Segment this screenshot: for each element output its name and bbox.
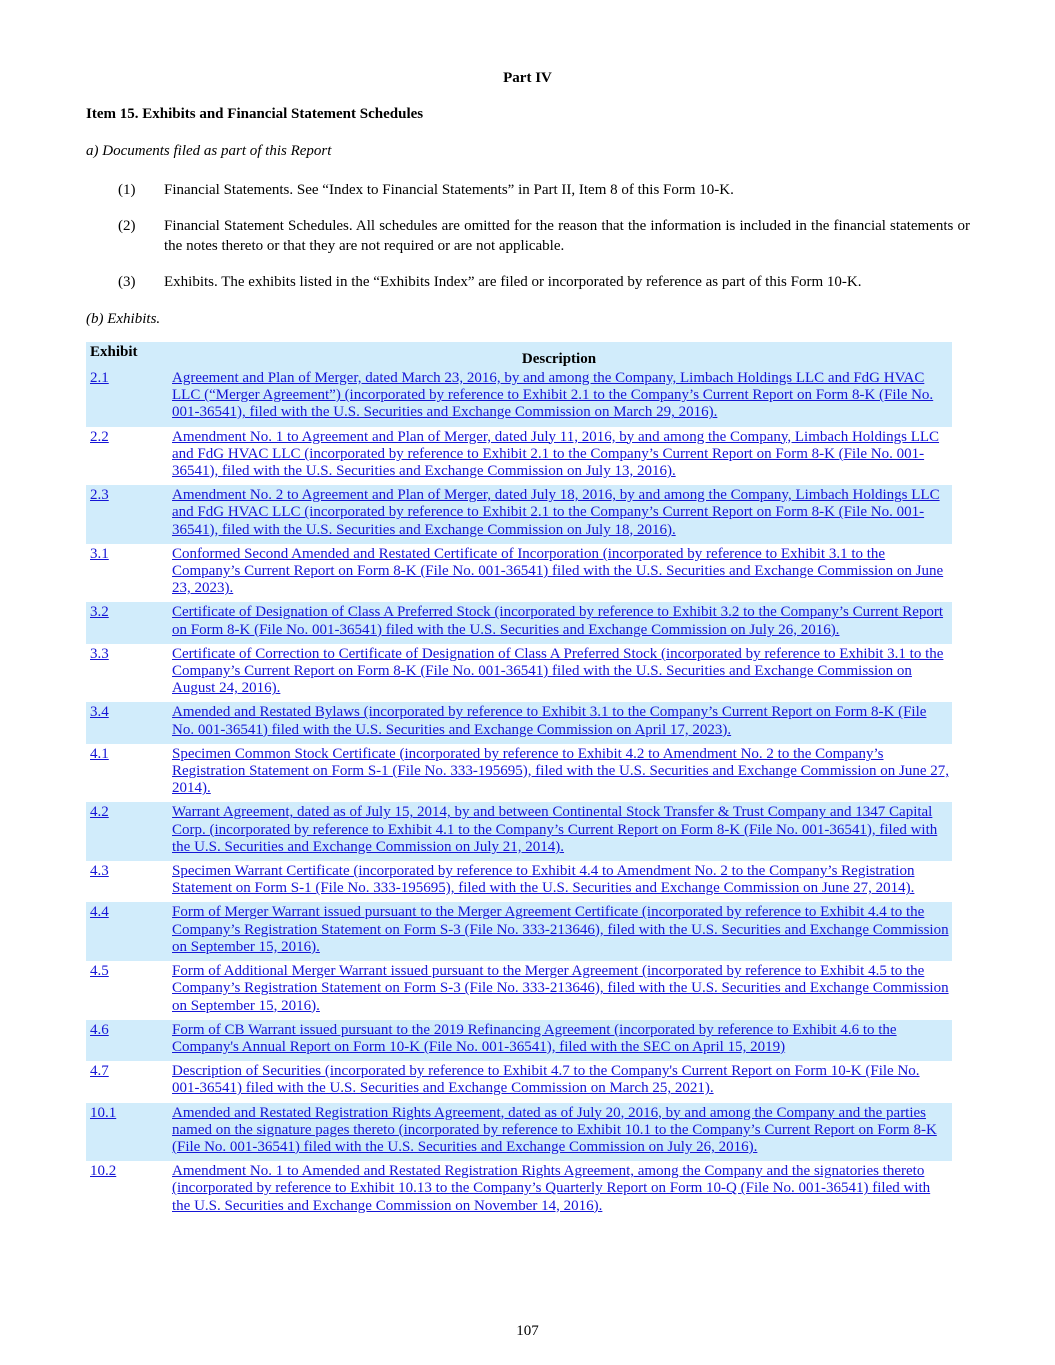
exhibit-description-cell <box>166 368 952 427</box>
exhibit-column-header: Exhibit <box>86 342 166 368</box>
exhibits-heading: (b) Exhibits. <box>86 311 161 327</box>
exhibit-description-cell <box>166 702 952 743</box>
exhibit-description-link[interactable]: Specimen Common Stock Certificate (incorporated by reference to Exhibit 4.2 to Amendment No. 2 to the Company’s Registration Statement on Form S-1 (File No. 333-195695), filed with the U.S. Securities and Exchange Commission on June 27, 2014). <box>172 745 949 797</box>
exhibit-description-cell <box>166 602 952 643</box>
exhibit-description-link[interactable]: Form of Merger Warrant issued pursuant to the Merger Agreement Certificate (incorporated by reference to Exhibit 4.4 to the Company’s Registration Statement on Form S-3 (File No. 333-213646), filed with the U.S. Securities and Exchange Commission on September 15, 2016). <box>172 904 949 955</box>
exhibit-number-link[interactable]: 4.7 <box>90 1063 109 1080</box>
exhibit-description-link[interactable]: Certificate of Designation of Class A Preferred Stock (incorporated by reference to Exhibit 3.2 to the Company’s Current Report on Form 8-K (File No. 001-36541) filed with the U.S. Securities and Exchange Commission on July 26, 2016). <box>172 604 944 638</box>
documents-list <box>118 216 970 256</box>
table-row <box>86 802 952 861</box>
exhibit-number-cell <box>86 644 166 703</box>
exhibit-number-cell <box>86 744 166 803</box>
exhibit-description-link[interactable]: Warrant Agreement, dated as of July 15, 2014, by and between Continental Stock Transfer & Trust Company and 1347 Capital Corp. (incorporated by reference to Exhibit 4.1 to the Company’s Current Report on Form 8-K (File No. 001-36541), filed with the U.S. Securities and Exchange Commission on July 21, 2014). <box>172 804 938 855</box>
list-item-text: Exhibits. The exhibits listed in the “Exhibits Index” are filed or incorporated by reference as part of this Form 10-K. <box>164 274 862 290</box>
exhibit-description-link[interactable]: Agreement and Plan of Merger, dated March 23, 2016, by and among the Company, Limbach Holdings LLC and FdG HVAC LLC (“Merger Agreement”) (incorporated by reference to Exhibit 2.1 to the Company’s Current Report on Form 8-K (File No. 001-36541), filed with the U.S. Securities and Exchange Commission on March 29, 2016). <box>172 370 934 421</box>
exhibit-number-link[interactable]: 10.1 <box>90 1104 117 1121</box>
exhibit-description-cell <box>166 1020 952 1061</box>
table-row <box>86 1161 952 1220</box>
exhibit-description-link[interactable]: Amendment No. 2 to Agreement and Plan of Merger, dated July 18, 2016, by and among the Company, Limbach Holdings LLC and FdG HVAC LLC (incorporated by reference to Exhibit 2.1 to the Company’s Current Report on Form 8-K (File No. 001-36541), filed with the U.S. Securities and Exchange Commission on July 18, 2016). <box>172 487 940 538</box>
exhibit-rows <box>86 368 952 1220</box>
exhibit-description-cell <box>166 861 952 902</box>
exhibit-number-cell <box>86 902 166 961</box>
list-item <box>118 180 970 200</box>
list-item-number: (3) <box>118 274 136 290</box>
exhibit-number-cell <box>86 1020 166 1061</box>
exhibit-number-link[interactable]: 3.1 <box>90 545 109 562</box>
exhibit-number-cell <box>86 368 166 427</box>
exhibit-description-link[interactable]: Specimen Warrant Certificate (incorporated by reference to Exhibit 4.4 to Amendment No. 2 to the Company’s Registration Statement on Form S-1 (File No. 333-195695), filed with the U.S. Securities and Exchange Commission on June 27, 2014). <box>172 863 915 897</box>
exhibit-description-link[interactable]: Description of Securities (incorporated by reference to Exhibit 4.7 to the Company's Current Report on Form 10-K (File No. 001-36541) filed with the U.S. Securities and Exchange Commission on March 25, 2021). <box>172 1063 920 1097</box>
exhibit-number-cell <box>86 602 166 643</box>
exhibit-number-link[interactable]: 2.2 <box>90 428 109 445</box>
exhibit-number-cell <box>86 1103 166 1162</box>
exhibit-description-link[interactable]: Conformed Second Amended and Restated Certificate of Incorporation (incorporated by reference to Exhibit 3.1 to the Company’s Current Report on Form 8-K (File No. 001-36541) filed with the U.S. Securities and Exchange Commission on June 23, 2023). <box>172 545 944 597</box>
exhibit-number-link[interactable]: 4.6 <box>90 1021 109 1038</box>
table-row <box>86 961 952 1020</box>
table-row <box>86 861 952 902</box>
documents-list <box>118 272 970 292</box>
exhibits-table <box>86 342 952 1220</box>
exhibit-number-cell <box>86 702 166 743</box>
exhibit-description-link[interactable]: Amendment No. 1 to Amended and Restated Registration Rights Agreement, among the Company and the signatories thereto (incorporated by reference to Exhibit 10.13 to the Company’s Quarterly Report on Form 10-Q (File No. 001-36541) filed with the U.S. Securities and Exchange Commission on November 14, 2016). <box>172 1163 931 1214</box>
table-row <box>86 1061 952 1102</box>
page-number: 107 <box>516 1323 539 1339</box>
table-row <box>86 602 952 643</box>
list-item <box>118 216 970 256</box>
exhibit-number-cell <box>86 802 166 861</box>
exhibit-number-link[interactable]: 3.4 <box>90 704 109 721</box>
list-item-number: (2) <box>118 218 136 234</box>
exhibit-description-cell <box>166 744 952 803</box>
exhibit-number-cell <box>86 1161 166 1220</box>
exhibit-number-link[interactable]: 10.2 <box>90 1163 117 1180</box>
table-row <box>86 427 952 486</box>
exhibit-number-link[interactable]: 2.1 <box>90 370 109 386</box>
exhibit-description-cell <box>166 485 952 544</box>
exhibit-number-link[interactable]: 2.3 <box>90 487 109 504</box>
list-item-number: (1) <box>118 182 136 198</box>
part-title: Part IV <box>503 70 552 86</box>
exhibit-description-link[interactable]: Certificate of Correction to Certificate of Designation of Class A Preferred Stock (incorporated by reference to Exhibit 3.1 to the Company’s Current Report on Form 8-K (File No. 001-36541) filed with the U.S. Securities and Exchange Commission on August 24, 2016). <box>172 645 944 697</box>
exhibit-number-link[interactable]: 3.3 <box>90 645 109 662</box>
exhibit-number-link[interactable]: 4.1 <box>90 745 109 762</box>
description-column-header: Description <box>166 342 952 368</box>
exhibit-number-link[interactable]: 4.2 <box>90 804 109 821</box>
table-row <box>86 1020 952 1061</box>
exhibit-description-cell <box>166 961 952 1020</box>
exhibit-number-cell <box>86 427 166 486</box>
exhibit-number-link[interactable]: 4.4 <box>90 904 109 921</box>
exhibit-description-cell <box>166 544 952 603</box>
exhibit-description-cell <box>166 427 952 486</box>
exhibit-number-link[interactable]: 4.3 <box>90 863 109 880</box>
table-row <box>86 368 952 427</box>
table-row <box>86 744 952 803</box>
exhibit-description-cell <box>166 1161 952 1220</box>
exhibit-number-cell <box>86 1061 166 1102</box>
exhibit-description-cell <box>166 1103 952 1162</box>
table-row <box>86 902 952 961</box>
exhibit-number-link[interactable]: 4.5 <box>90 963 109 980</box>
exhibit-number-cell <box>86 485 166 544</box>
documents-heading: a) Documents filed as part of this Report <box>86 143 332 159</box>
list-item-text: Financial Statements. See “Index to Financial Statements” in Part II, Item 8 of this Form 10-K. <box>164 182 734 198</box>
table-row <box>86 1103 952 1162</box>
exhibit-number-cell <box>86 544 166 603</box>
exhibit-description-cell <box>166 644 952 703</box>
list-item-text: Financial Statement Schedules. All schedules are omitted for the reason that the information is included in the financial statements or the notes thereto or that they are not required or are not applicable. <box>164 218 970 254</box>
documents-list <box>118 180 970 200</box>
exhibit-description-cell <box>166 802 952 861</box>
item-title: Item 15. Exhibits and Financial Statement Schedules <box>86 106 424 122</box>
exhibit-description-link[interactable]: Amendment No. 1 to Agreement and Plan of Merger, dated July 11, 2016, by and among the Company, Limbach Holdings LLC and FdG HVAC LLC (incorporated by reference to Exhibit 2.1 to the Company’s Current Report on Form 8-K (File No. 001-36541), filed with the U.S. Securities and Exchange Commission on July 13, 2016). <box>172 428 940 480</box>
table-row <box>86 544 952 603</box>
exhibit-description-link[interactable]: Amended and Restated Registration Rights Agreement, dated as of July 20, 2016, by and among the Company and the parties named on the signature pages thereto (incorporated by reference to Exhibit 10.1 to the Company’s Current Report on Form 8-K (File No. 001-36541) filed with the U.S. Securities and Exchange Commission on July 26, 2016). <box>172 1104 937 1155</box>
exhibit-description-cell <box>166 1061 952 1102</box>
exhibit-number-link[interactable]: 3.2 <box>90 604 109 621</box>
table-row <box>86 644 952 703</box>
exhibit-description-link[interactable]: Form of Additional Merger Warrant issued pursuant to the Merger Agreement (incorporated by reference to Exhibit 4.5 to the Company’s Registration Statement on Form S-3 (File No. 333-213646), filed with the U.S. Securities and Exchange Commission on September 15, 2016). <box>172 963 949 1014</box>
exhibit-description-cell <box>166 902 952 961</box>
table-row <box>86 702 952 743</box>
table-header-row <box>86 342 952 368</box>
exhibit-number-cell <box>86 961 166 1020</box>
exhibit-number-cell <box>86 861 166 902</box>
table-row <box>86 485 952 544</box>
exhibit-description-link[interactable]: Form of CB Warrant issued pursuant to the 2019 Refinancing Agreement (incorporated by reference to Exhibit 4.6 to the Company's Annual Report on Form 10-K (File No. 001-36541), filed with the SEC on April 15, 2019) <box>172 1021 897 1055</box>
list-item <box>118 272 970 292</box>
exhibit-description-link[interactable]: Amended and Restated Bylaws (incorporated by reference to Exhibit 3.1 to the Company’s Current Report on Form 8-K (File No. 001-36541) filed with the U.S. Securities and Exchange Commission on April 17, 2023). <box>172 704 927 738</box>
